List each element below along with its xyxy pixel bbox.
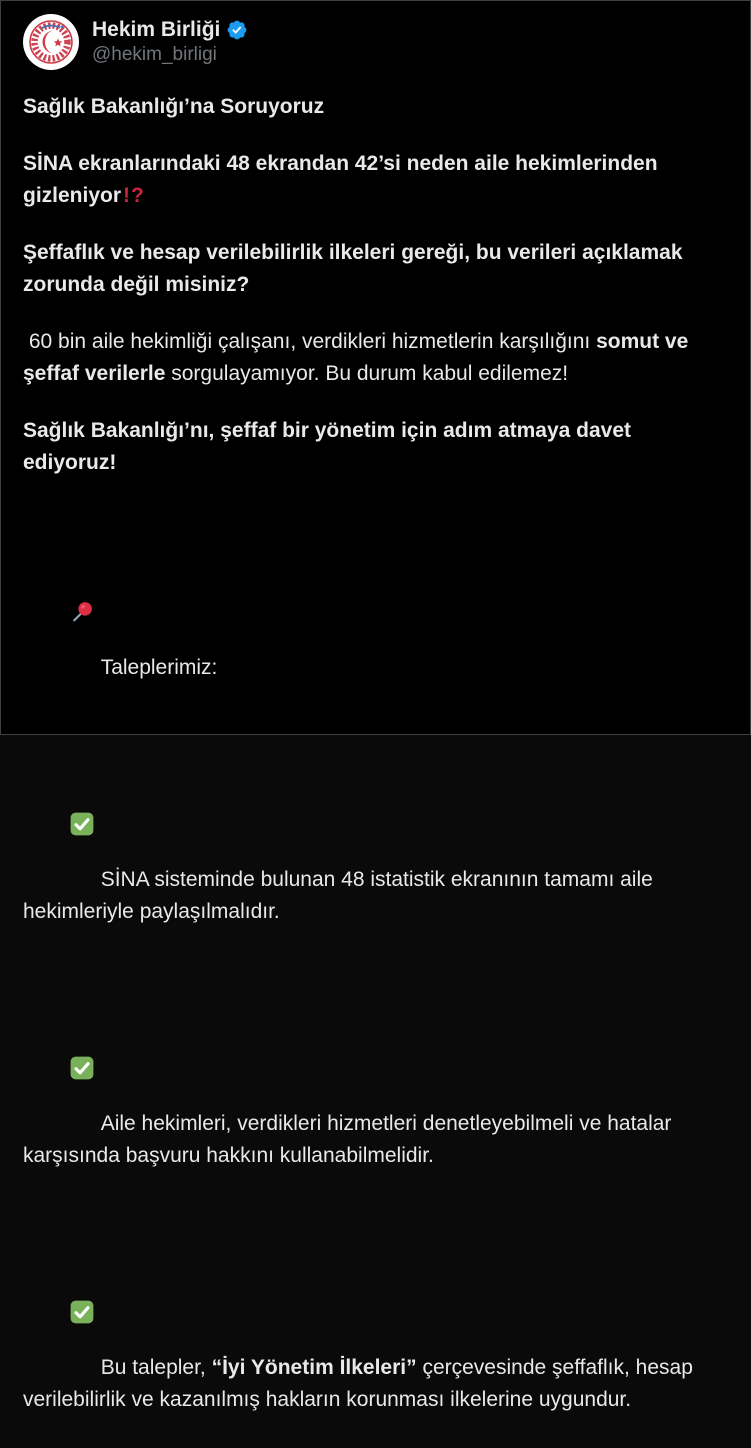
requests-title-line [23, 504, 724, 716]
user-handle[interactable]: @hekim_birligi [92, 44, 217, 65]
display-name[interactable]: Hekim Birliği [92, 18, 221, 41]
name-row [92, 18, 248, 42]
tweet-header [23, 14, 724, 70]
paragraph-title: Sağlık Bakanlığı’na Soruyoruz [23, 95, 325, 118]
paragraph-invitation: Sağlık Bakanlığı’nı, şeffaf bir yönetim için adım atmaya davet ediyoruz! [23, 419, 637, 474]
check-mark-icon [70, 992, 94, 1016]
requests-section [23, 504, 724, 1448]
avatar[interactable] [23, 14, 79, 70]
check-mark-icon [70, 1236, 94, 1260]
request-item-2-text: Aile hekimleri, verdikleri hizmetleri denetleyebilmeli ve hatalar karşısında başvuru hakkını kullanabilmelidir. [23, 1112, 678, 1167]
request-item-3-bold-segment: “İyi Yönetim İlkeleri” [211, 1356, 417, 1379]
p4-segment-1: 60 bin aile hekimliği çalışanı, verdikleri hizmetlerin karşılığını [23, 330, 597, 353]
verified-badge-icon[interactable] [226, 19, 248, 41]
request-item-2 [23, 960, 724, 1204]
request-item-3-segment-1: Bu talepler, [100, 1356, 212, 1379]
sina-question-text: SİNA ekranlarındaki 48 ekrandan 42’si neden aile hekimlerinden gizleniyor [23, 152, 664, 207]
exclamation-question-icon: !? [123, 184, 145, 207]
request-item-1-text: SİNA sisteminde bulunan 48 istatistik ekranının tamamı aile hekimleriyle paylaşılmalıdır. [23, 868, 659, 923]
paragraph-60bin [23, 326, 724, 390]
pushpin-icon [70, 536, 94, 560]
paragraph-transparency: Şeffaflık ve hesap verilebilirlik ilkeleri gereği, bu verileri açıklamak zorunda değil misiniz? [23, 241, 689, 296]
p4-bold-segment: somut ve şeffaf verilerle [23, 330, 695, 385]
check-mark-icon [70, 748, 94, 772]
tweet-text [23, 91, 724, 1448]
author-id-block [92, 18, 248, 66]
request-item-3-segment-2: çerçevesinde şeffaflık, hesap verilebilirlik ve kazanılmış hakların korunması ilkelerine uygundur. [23, 1356, 699, 1411]
hekim-birligi-logo-icon [23, 14, 79, 70]
p4-segment-2: sorgulayamıyor. Bu durum kabul edilemez! [165, 362, 569, 385]
paragraph-sina-question [23, 148, 724, 212]
request-item-1 [23, 716, 724, 960]
requests-title-label: Taleplerimiz: [100, 656, 218, 679]
request-item-3 [23, 1204, 724, 1448]
